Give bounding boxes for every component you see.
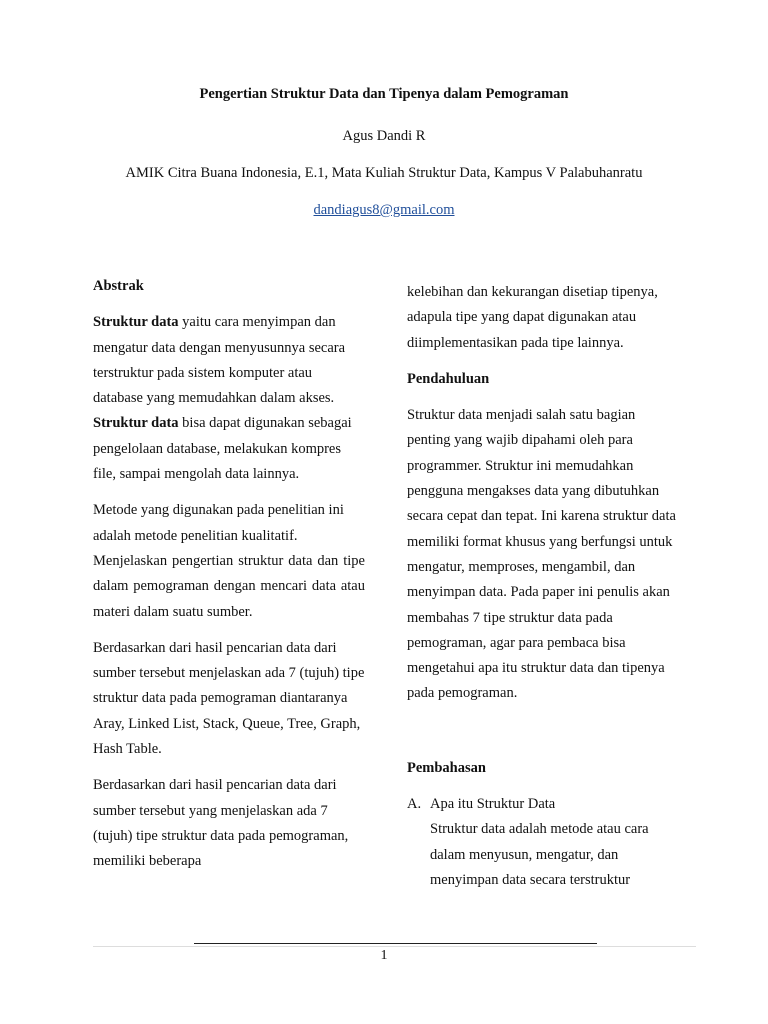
footer-rule — [194, 943, 597, 944]
introduction-heading: Pendahuluan — [407, 370, 490, 387]
page-bottom-border — [93, 946, 696, 947]
list-item-title: Apa itu Struktur Data — [430, 796, 556, 813]
section-spacer — [407, 718, 679, 756]
abstract-paragraph-4: Berdasarkan dari hasil pencarian data dari sumber tersebut yang menjelaskan ada 7 (tujuh) tipe struktur data pada pemograman, memiliki beberapa — [93, 777, 349, 870]
abstract-paragraph-4-continued: kelebihan dan kekurangan disetiap tipenya, adapula tipe yang dapat digunakan atau diimplementasikan pada tipe lainnya. — [407, 284, 658, 351]
abstract-paragraph-1 — [93, 310, 365, 487]
abstract-p2-text-b: Menjelaskan pengertian struktur data dan tipe dalam pemograman dengan mencari data atau materi dalam suatu sumber. — [93, 552, 365, 620]
left-column — [93, 274, 365, 886]
author-affiliation: AMIK Citra Buana Indonesia, E.1, Mata Kuliah Struktur Data, Kampus V Palabuhanratu — [125, 165, 643, 181]
abstract-p2-text-a: Metode yang digunakan pada penelitian ini adalah metode penelitian kualitatif. — [93, 502, 344, 544]
list-item-text: Struktur data adalah metode atau cara dalam menyusun, mengatur, dan menyimpan data secara terstruktur — [430, 821, 649, 888]
term-struktur-data: Struktur data — [93, 314, 179, 331]
email-link[interactable]: dandiagus8@gmail.com — [313, 202, 455, 218]
introduction-paragraph: Struktur data menjadi salah satu bagian penting yang wajib dipahami oleh para programmer. Struktur ini memudahkan pengguna mengakses data yang dibutuhkan secara cepat dan tepat. Ini karena struktur data memiliki format khusus yang berfungsi untuk mengatur, memproses, mengambil, dan menyimpan data. Pada paper ini penulis akan membahas 7 tipe struktur data pada pemograman, agar para pembaca bisa mengetahui apa itu struktur data dan tipenya pada pemograman. — [407, 407, 676, 702]
abstract-paragraph-3: Berdasarkan dari hasil pencarian data dari sumber tersebut menjelaskan ada 7 (tujuh) tipe struktur data pada pemograman diantaranya Aray, Linked List, Stack, Queue, Tree, Graph, Hash Table. — [93, 639, 365, 758]
list-marker: A. — [407, 796, 422, 813]
discussion-heading: Pembahasan — [407, 759, 486, 776]
paper-title: Pengertian Struktur Data dan Tipenya dalam Pemograman — [199, 86, 569, 102]
list-item-body — [430, 792, 679, 893]
abstract-paragraph-2 — [93, 498, 365, 624]
abstract-p1-text-1: yaitu cara menyimpan dan mengatur data dengan menyusunnya secara terstruktur pada sistem komputer atau database yang memudahkan dalam akses. — [93, 314, 346, 407]
right-column — [407, 280, 679, 893]
author-name: Agus Dandi R — [342, 128, 426, 144]
abstract-p1-text-2: bisa dapat digunakan sebagai pengelolaan database, melakukan kompres file, sampai mengolah data lainnya. — [93, 415, 352, 483]
author-email — [0, 202, 768, 219]
list-item-a — [407, 792, 679, 893]
term-struktur-data-2: Struktur data — [93, 415, 179, 432]
abstract-heading: Abstrak — [93, 278, 144, 294]
page-number: 1 — [380, 948, 388, 963]
